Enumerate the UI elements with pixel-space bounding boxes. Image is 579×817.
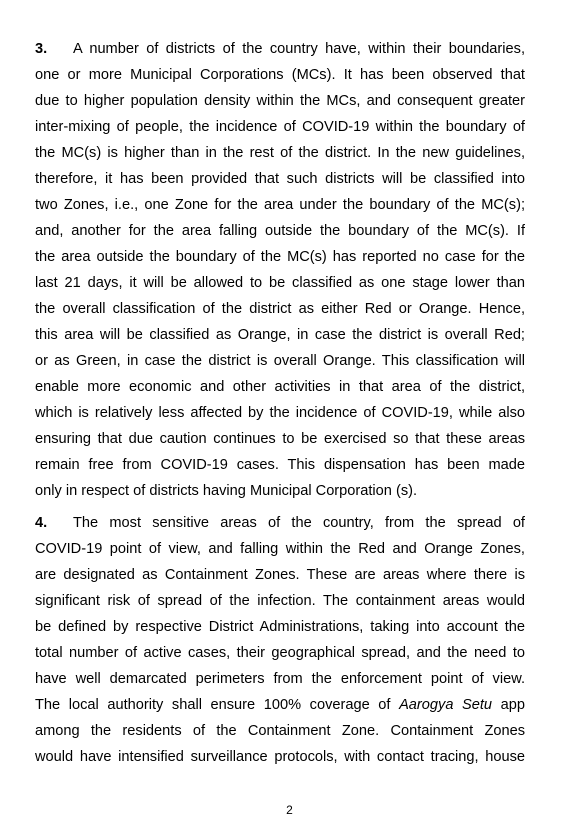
document-page: [35, 36, 525, 770]
text-line: or as Green, in case the district is overall Orange. This classification will: [35, 353, 525, 369]
paragraph-number: 3.: [35, 41, 48, 57]
text-line: remain free from COVID-19 cases. This dispensation has been made: [35, 457, 525, 473]
text-line: this area will be classified as Orange, in case the district is overall Red;: [35, 327, 525, 343]
text-line: one or more Municipal Corporations (MCs). It has been observed that: [35, 67, 525, 83]
page-number: 2: [286, 803, 293, 817]
text-line: enable more economic and other activities in that area of the district,: [35, 379, 525, 395]
text-line: two Zones, i.e., one Zone for the area under the boundary of the MC(s);: [35, 197, 525, 213]
text-line: COVID-19 point of view, and falling within the Red and Orange Zones,: [35, 541, 525, 557]
paragraph-4: [35, 510, 525, 770]
text-line: among the residents of the Containment Zone. Containment Zones: [35, 723, 525, 739]
text-line: ensuring that due caution continues to be exercised so that these areas: [35, 431, 525, 447]
text-line: the MC(s) is higher than in the rest of the district. In the new guidelines,: [35, 145, 525, 161]
text-line: and, another for the area falling outside the boundary of the MC(s). If: [35, 223, 525, 239]
app-name: Aarogya Setu: [399, 697, 493, 713]
text-line: have well demarcated perimeters from the enforcement point of view.: [35, 671, 525, 687]
text-line: significant risk of spread of the infection. The containment areas would: [35, 593, 525, 609]
text-line: due to higher population density within the MCs, and consequent greater: [35, 93, 525, 109]
text-line: be defined by respective District Administrations, taking into account the: [35, 619, 525, 635]
text-line: last 21 days, it will be allowed to be classified as one stage lower than: [35, 275, 525, 291]
text-line: are designated as Containment Zones. These are areas where there is: [35, 567, 525, 583]
text-line: therefore, it has been provided that such districts will be classified into: [35, 171, 525, 187]
text-line: only in respect of districts having Municipal Corporation (s).: [35, 483, 418, 499]
text-line: inter-mixing of people, the incidence of COVID-19 within the boundary of: [35, 119, 525, 135]
paragraph-3: [35, 36, 525, 504]
text-line: 4. The most sensitive areas of the country, from the spread of: [35, 510, 525, 536]
text-line: 3. A number of districts of the country have, within their boundaries,: [35, 36, 525, 62]
text-line: the overall classification of the district as either Red or Orange. Hence,: [35, 301, 525, 317]
text-line: the area outside the boundary of the MC(s) has reported no case for the: [35, 249, 525, 265]
text-line: would have intensified surveillance protocols, with contact tracing, house: [35, 749, 525, 765]
text-line: total number of active cases, their geographical spread, and the need to: [35, 645, 525, 661]
text-line: The local authority shall ensure 100% coverage of Aarogya Setu app: [35, 697, 525, 713]
paragraph-number: 4.: [35, 515, 48, 531]
text-line: which is relatively less affected by the incidence of COVID-19, while also: [35, 405, 525, 421]
